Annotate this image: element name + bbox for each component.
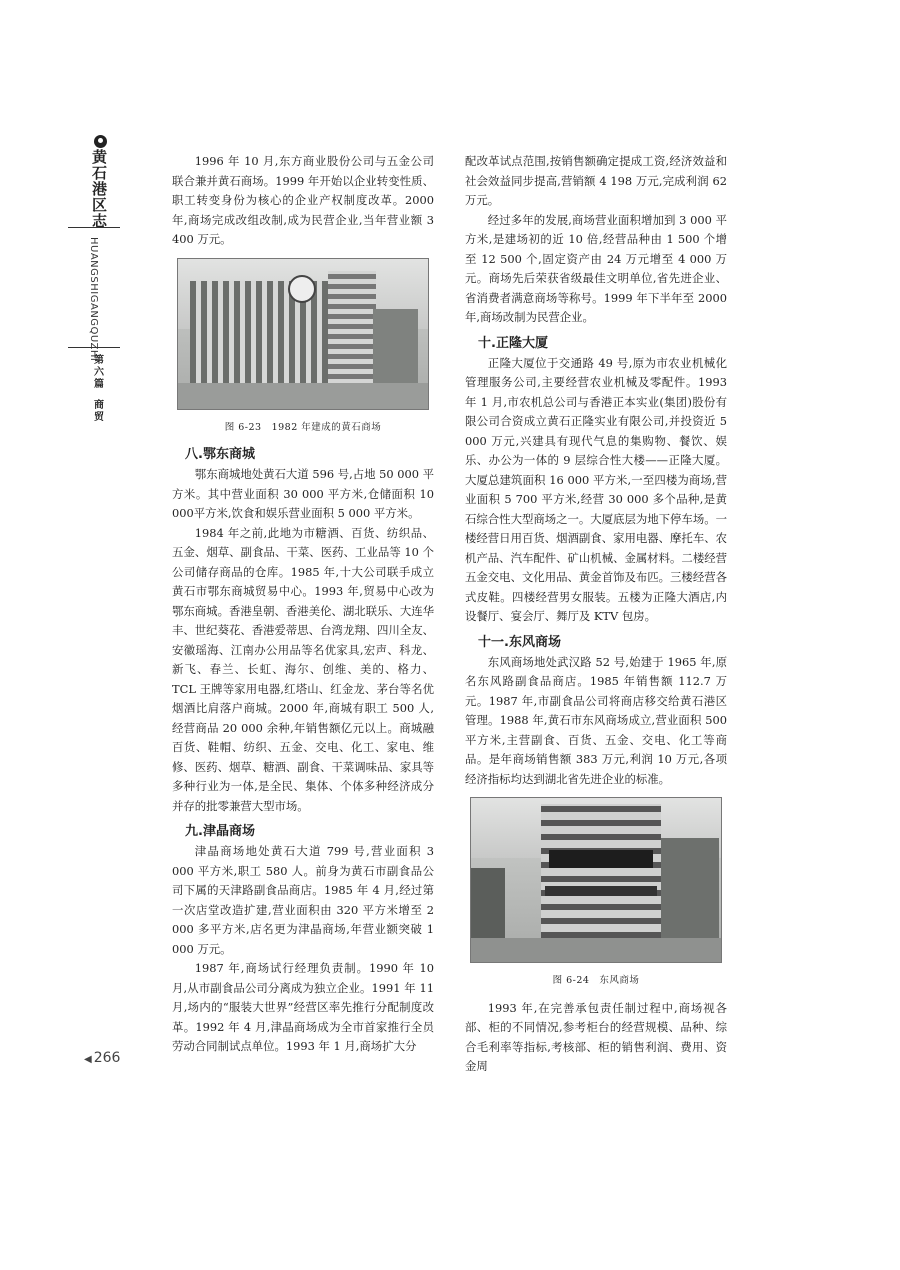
section-heading: 十.正隆大厦 [478,335,548,351]
figure-caption: 图 6-24 东风商场 [552,975,640,986]
sidebar [82,135,122,423]
divider [68,227,120,228]
paragraph: 1993 年,在完善承包责任制过程中,商场视各部、柜的不同情况,参考柜台的经营规模、品种、综合毛利率等指标,考核部、柜的销售利润、费用、资金周 [465,1000,727,1073]
paragraph: 津晶商场地处黄石大道 799 号,营业面积 3 000 平方米,职工 580 人。前身为黄石市副食品公司下属的天津路副食品商店。1985 年 4 月,经过第一次店堂改造扩建,营业面积由 320 平方米增至 2 000 多平方米,店名更为津晶商场,年营业额突破 1 000 万元。 [172,844,434,956]
page-number [84,1050,120,1066]
paragraph: 1987 年,商场试行经理负责制。1990 年 10 月,从市副食品公司分离成为独立企业。1991 年 11 月,场内的“服装大世界”经营区率先推行分配制度改革。1992 年 4 月,津晶商场成为全市首家推行全员劳动合同制试点单位。1993 年 1 月,商场扩大分 [172,961,434,1053]
section-label: 商贸 [94,400,104,423]
photo-dongfeng-mall [470,797,722,963]
left-column [172,152,434,1057]
paragraph: 1996 年 10 月,东方商业股份公司与五金公司联合兼并黄石商场。1999 年开始以企业转变性质、职工转变身份为核心的企业产权制度改革。2000 年,商场完成改组改制,成为民营企业,当年营业额 3 400 万元。 [172,154,434,246]
figure-caption: 图 6-23 1982 年建成的黄石商场 [224,421,382,433]
paragraph: 东风商场地处武汉路 52 号,始建于 1965 年,原名东风路副食品商店。1985 年销售额 112.7 万元。1987 年,市副食品公司将商店移交给黄石港区管理。1988 年,黄石市东风商场成立,营业面积 500 平方米,主营副食、百货、五金、交电、化工等商品。是年商场销售额 383 万元,利润 10 万元,各项经济指标均达到湖北省先进企业的标准。 [465,654,727,786]
triangle-left-icon: ◀ [84,1054,92,1065]
right-column [465,152,727,1077]
book-title: 黄石港区志 [92,148,108,230]
divider [68,347,120,348]
paragraph: 鄂东商城地处黄石大道 596 号,占地 50 000 平方米。其中营业面积 30 000 平方米,仓储面积 10 000平方米,饮食和娱乐营业面积 5 000 平方米。 [172,467,434,520]
chapter-label: 第六篇 [94,355,104,390]
paragraph: 配改革试点范围,按销售额确定提成工资,经济效益和社会效益同步提高,营销额 4 198 万元,完成利润 62 万元。 [465,154,727,207]
book-logo-icon [94,135,107,148]
photo-huangshi-mall [177,258,429,410]
paragraph: 正隆大厦位于交通路 49 号,原为市农业机械化管理服务公司,主要经营农业机械及零配件。1993 年 1 月,市农机总公司与香港正本实业(集团)股份有限公司合资成立黄石正隆实业有限公司,并投资近 5 000 万元,兴建具有现代气息的集购物、餐饮、娱乐、办公为一体的 9 层综合性大楼——正隆大厦。大厦总建筑面积 16 000 平方米,一至四楼为商场,营业面积 5 700 平方米,经营 30 000 多个品种,是黄石综合性大型商场之一。大厦底层为地下停车场。一楼经营日用百货、烟酒副食、家用电器、摩托车、农机产品、汽车配件、矿山机械、金属材料。二楼经营五金交电、文化用品、黄金首饰及布匹。三楼经营各式皮鞋。四楼经营男女服装。五楼为正隆大酒店,内设餐厅、宴会厅、舞厅及 KTV 包房。 [465,355,727,623]
section-heading: 十一.东风商场 [478,634,561,650]
book-title-pinyin: HUANGSHIGANGQUZHI [88,237,99,362]
paragraph: 1984 年之前,此地为市糖酒、百货、纺织品、五金、烟草、副食品、干菜、医药、工业品等 10 个公司储存商品的仓库。1985 年,十大公司联手成立黄石市鄂东商城贸易中心。1993 年,贸易中心改为鄂东商城。香港皇朝、香港美伦、湖北联乐、大连华丰、世纪葵花、香港爱蒂思、台湾龙翔、四川全友、安徽瑶海、江南办公用品等名优家具,宏声、科龙、新飞、春兰、长虹、海尔、创维、美的、格力、TCL 王牌等家用电器,红塔山、红金龙、茅台等名优烟酒比肩落户商城。2000 年,商城有职工 500 人,经营商品 20 000 余种,年销售额亿元以上。商城融百货、鞋帽、纺织、五金、交电、化工、家电、维修、医药、烟草、糖酒、副食、干菜调味品、家具等多种行业为一体,是全民、集体、个体多种经济成分并存的批零兼营大型市场。 [172,525,434,813]
page-number-text: 266 [93,1050,121,1066]
section-heading: 九.津晶商场 [185,824,255,839]
paragraph: 经过多年的发展,商场营业面积增加到 3 000 平方米,是建场初的近 10 倍,经营品种由 1 500 个增至 12 500 个,固定资产由 24 万元增至 4 000 万元。商场先后荣获省级最佳文明单位,省先进企业、省消费者满意商场等称号。1999 年下半年至 2000 年,商场改制为民营企业。 [465,212,727,324]
section-heading: 八.鄂东商城 [185,447,255,462]
